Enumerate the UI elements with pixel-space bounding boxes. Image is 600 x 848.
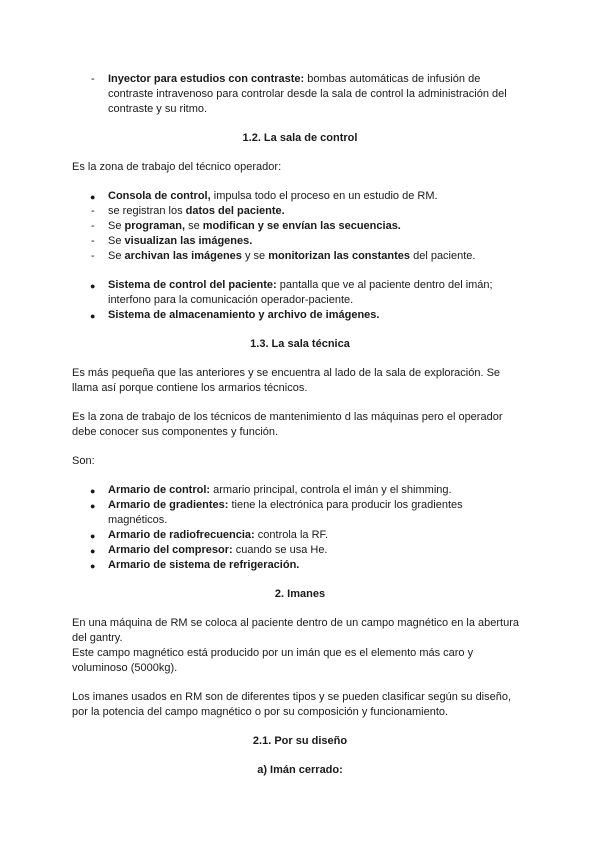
item-text: controla la RF.: [254, 529, 329, 541]
item-label: Consola de control,: [108, 190, 211, 202]
bullet-icon: ●: [90, 546, 96, 556]
paragraph: Son:: [72, 455, 95, 467]
text-part: del paciente.: [410, 250, 476, 262]
item-label: Armario de control:: [108, 484, 211, 496]
item-text-line: contraste y su ritmo.: [108, 103, 208, 115]
paragraph-line: llama así porque contiene los armarios técnicos.: [72, 382, 308, 394]
list-item-armario-control: [108, 483, 452, 497]
list-item-sistema-control: [108, 278, 493, 292]
sub-item-programan: [108, 219, 401, 233]
paragraph-line: debe conocer sus componentes y función.: [72, 426, 279, 438]
list-item-inyector: [108, 72, 480, 86]
section-heading-2-1: 2.1. Por su diseño: [252, 735, 348, 747]
text-part: y se: [241, 250, 269, 262]
list-marker-dash: -: [91, 250, 95, 262]
list-marker-dash: -: [91, 220, 95, 232]
bullet-icon: ●: [90, 531, 96, 541]
bold-part: datos del paciente.: [185, 205, 285, 217]
bullet-icon: ●: [90, 311, 96, 321]
item-text-line: interfono para la comunicación operador-paciente.: [108, 294, 354, 306]
paragraph-line: Los imanes usados en RM son de diferentes tipos y se pueden clasificar según su diseño,: [72, 691, 512, 703]
list-marker-dash: -: [91, 73, 95, 85]
list-item-consola: [108, 189, 438, 203]
item-label: Armario de radiofrecuencia:: [108, 529, 255, 541]
paragraph-line: Este campo magnético está producido por un imán que es el elemento más caro y: [72, 647, 474, 659]
list-item-armario-refrigeracion: [108, 558, 299, 572]
bullet-icon: ●: [90, 501, 96, 511]
list-marker-dash: -: [91, 235, 95, 247]
paragraph-line: voluminoso (5000kg).: [72, 662, 178, 674]
item-text: pantalla que ve al paciente dentro del imán;: [276, 279, 493, 291]
paragraph-line: por la potencia del campo magnético o por su composición y funcionamiento.: [72, 706, 449, 718]
item-label: Armario de gradientes:: [108, 499, 229, 511]
list-item-armario-rf: [108, 528, 328, 542]
sub-item-datos: [108, 204, 285, 218]
bullet-icon: ●: [90, 281, 96, 291]
item-text: cuando se usa He.: [232, 544, 328, 556]
item-text: armario principal, controla el imán y el shimming.: [210, 484, 452, 496]
text-part: Se: [108, 250, 125, 262]
bold-part: programan,: [124, 220, 186, 232]
sub-item-visualizan: [108, 234, 252, 248]
bold-part: modifican y se envían las secuencias.: [202, 220, 401, 232]
item-label: Inyector para estudios con contraste:: [108, 73, 305, 85]
bold-part: visualizan las imágenes.: [124, 235, 253, 247]
item-text-line: contraste intravenoso para controlar desde la sala de control la administración del: [108, 88, 507, 100]
paragraph-line: del gantry.: [72, 632, 123, 644]
section-heading-1-2: 1.2. La sala de control: [242, 132, 358, 144]
section-heading-2: 2. Imanes: [274, 588, 326, 600]
item-text: tiene la electrónica para producir los gradientes: [228, 499, 463, 511]
item-text: bombas automáticas de infusión de: [304, 73, 481, 85]
bullet-icon: ●: [90, 561, 96, 571]
section-heading-1-3: 1.3. La sala técnica: [250, 338, 350, 350]
paragraph: Es la zona de trabajo del técnico operador:: [72, 161, 282, 173]
list-item-almacenamiento: Sistema de almacenamiento y archivo de imágenes.: [108, 309, 380, 321]
paragraph-line: Es la zona de trabajo de los técnicos de mantenimiento d las máquinas pero el operador: [72, 411, 503, 423]
text-part: se: [185, 220, 203, 232]
paragraph-line: Es más pequeña que las anteriores y se encuentra al lado de la sala de exploración. Se: [72, 367, 501, 379]
bullet-icon: ●: [90, 486, 96, 496]
list-marker-dash: -: [91, 205, 95, 217]
bold-part: monitorizan las constantes: [268, 250, 411, 262]
paragraph-line: En una máquina de RM se coloca al paciente dentro de un campo magnético en la abertura: [72, 617, 520, 629]
item-text: impulsa todo el proceso en un estudio de RM.: [210, 190, 438, 202]
list-item-armario-gradientes: [108, 498, 463, 512]
item-label: Armario del compresor:: [108, 544, 233, 556]
item-label: Armario de sistema de refrigeración.: [108, 559, 300, 571]
bullet-icon: ●: [90, 192, 96, 202]
sub-item-archivan: [108, 249, 475, 263]
text-part: se registran los: [108, 205, 186, 217]
subsection-heading: a) Imán cerrado:: [257, 764, 343, 776]
item-text-line: magnéticos.: [108, 514, 168, 526]
text-part: Se: [108, 235, 125, 247]
list-item-armario-compresor: [108, 543, 328, 557]
item-label: Sistema de control del paciente:: [108, 279, 277, 291]
text-part: Se: [108, 220, 125, 232]
bold-part: archivan las imágenes: [124, 250, 242, 262]
